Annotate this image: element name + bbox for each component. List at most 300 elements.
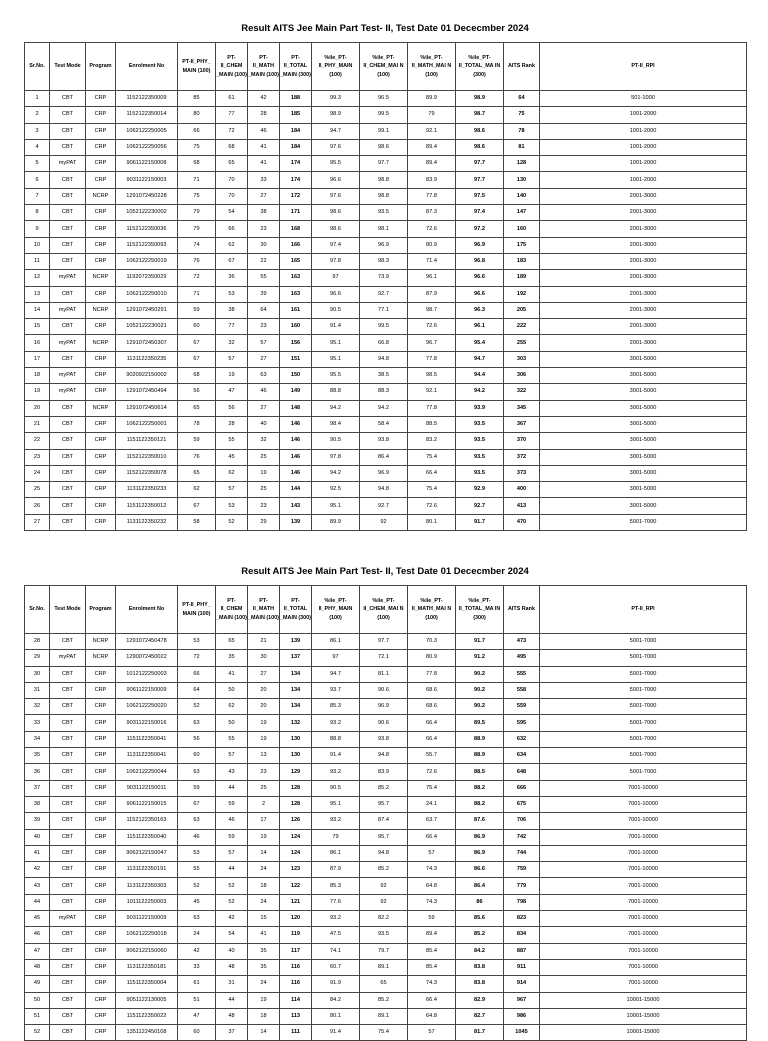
cell-phy-percentile: 91.4	[312, 748, 360, 764]
cell-phy-main: 67	[178, 335, 216, 351]
cell-total-main: 128	[280, 780, 312, 796]
cell-program: CRP	[86, 449, 116, 465]
cell-phy-percentile: 97	[312, 270, 360, 286]
cell-chem-main: 52	[216, 894, 248, 910]
header-math-main: PT- II_MATH _MAIN (100)	[248, 586, 280, 634]
header-chem-percentile: %ile_PT- II_CHEM_MAI N (100)	[360, 586, 408, 634]
cell-math-main: 23	[248, 319, 280, 335]
cell-phy-percentile: 94.2	[312, 400, 360, 416]
cell-rpi: 5001-7000	[540, 634, 747, 650]
cell-total-main: 174	[280, 172, 312, 188]
cell-aits-rank: 192	[504, 286, 540, 302]
cell-math-main: 35	[248, 943, 280, 959]
cell-total-main: 117	[280, 943, 312, 959]
cell-chem-main: 50	[216, 682, 248, 698]
cell-sr-no: 12	[25, 270, 50, 286]
cell-total-percentile: 82.7	[456, 1008, 504, 1024]
cell-phy-main: 79	[178, 221, 216, 237]
cell-math-main: 24	[248, 894, 280, 910]
cell-chem-percentile: 99.1	[360, 123, 408, 139]
cell-rpi: 5001-7000	[540, 715, 747, 731]
cell-program: CRP	[86, 416, 116, 432]
header-phy-percentile: %ile_PT- II_PHY_MAIN (100)	[312, 43, 360, 91]
cell-phy-percentile: 90.5	[312, 302, 360, 318]
cell-math-main: 14	[248, 1025, 280, 1041]
cell-aits-rank: 744	[504, 845, 540, 861]
cell-test-mode: CBT	[50, 699, 86, 715]
cell-program: CRP	[86, 123, 116, 139]
cell-total-percentile: 87.6	[456, 813, 504, 829]
cell-aits-rank: 175	[504, 237, 540, 253]
cell-phy-main: 79	[178, 205, 216, 221]
cell-total-percentile: 96.6	[456, 270, 504, 286]
header-chem-main: PT- II_CHEM _MAIN (100)	[216, 43, 248, 91]
cell-chem-percentile: 98.8	[360, 172, 408, 188]
cell-phy-percentile: 93.2	[312, 764, 360, 780]
cell-total-percentile: 84.2	[456, 943, 504, 959]
cell-math-percentile: 87.3	[408, 205, 456, 221]
cell-phy-main: 24	[178, 927, 216, 943]
cell-total-percentile: 91.2	[456, 650, 504, 666]
table-row	[25, 780, 747, 796]
cell-phy-percentile: 98.6	[312, 221, 360, 237]
cell-enrolment-no: 1011122250003	[116, 894, 178, 910]
cell-program: CRP	[86, 384, 116, 400]
cell-test-mode: CBT	[50, 107, 86, 123]
cell-math-percentile: 63.7	[408, 813, 456, 829]
cell-sr-no: 38	[25, 796, 50, 812]
cell-total-percentile: 96.1	[456, 319, 504, 335]
header-test-mode: Test Mode	[50, 586, 86, 634]
cell-total-percentile: 94.4	[456, 368, 504, 384]
cell-phy-main: 76	[178, 253, 216, 269]
cell-chem-main: 72	[216, 123, 248, 139]
cell-chem-main: 32	[216, 335, 248, 351]
cell-math-percentile: 66.4	[408, 992, 456, 1008]
cell-total-percentile: 88.2	[456, 796, 504, 812]
cell-math-main: 30	[248, 237, 280, 253]
cell-chem-main: 59	[216, 829, 248, 845]
cell-test-mode: CBT	[50, 205, 86, 221]
cell-aits-rank: 887	[504, 943, 540, 959]
cell-math-percentile: 96.7	[408, 335, 456, 351]
cell-total-main: 132	[280, 715, 312, 731]
table-row	[25, 927, 747, 943]
cell-sr-no: 13	[25, 286, 50, 302]
cell-rpi: 10001-15000	[540, 1025, 747, 1041]
cell-math-main: 27	[248, 188, 280, 204]
cell-math-main: 35	[248, 959, 280, 975]
cell-sr-no: 3	[25, 123, 50, 139]
cell-phy-percentile: 88.8	[312, 731, 360, 747]
cell-sr-no: 43	[25, 878, 50, 894]
cell-phy-percentile: 91.9	[312, 976, 360, 992]
cell-chem-percentile: 93.5	[360, 927, 408, 943]
cell-chem-main: 65	[216, 156, 248, 172]
cell-test-mode: CBT	[50, 482, 86, 498]
table-row	[25, 221, 747, 237]
cell-math-percentile: 98.5	[408, 368, 456, 384]
cell-phy-main: 62	[178, 482, 216, 498]
cell-enrolment-no: 1151122350022	[116, 1008, 178, 1024]
table-row	[25, 699, 747, 715]
cell-phy-percentile: 86.1	[312, 845, 360, 861]
cell-chem-main: 52	[216, 878, 248, 894]
cell-chem-percentile: 82.2	[360, 911, 408, 927]
cell-math-percentile: 80.9	[408, 650, 456, 666]
cell-total-percentile: 90.2	[456, 682, 504, 698]
table-row	[25, 764, 747, 780]
cell-sr-no: 9	[25, 221, 50, 237]
cell-math-percentile: 71.4	[408, 253, 456, 269]
cell-math-main: 39	[248, 286, 280, 302]
cell-phy-percentile: 94.7	[312, 123, 360, 139]
table-row	[25, 139, 747, 155]
cell-rpi: 5001-7000	[540, 514, 747, 530]
cell-phy-percentile: 97.8	[312, 449, 360, 465]
cell-rpi: 5001-7000	[540, 731, 747, 747]
cell-phy-main: 60	[178, 1025, 216, 1041]
cell-phy-main: 66	[178, 666, 216, 682]
cell-sr-no: 34	[25, 731, 50, 747]
cell-phy-percentile: 91.4	[312, 319, 360, 335]
cell-program: CRP	[86, 748, 116, 764]
cell-chem-percentile: 38.5	[360, 368, 408, 384]
cell-chem-percentile: 95.7	[360, 796, 408, 812]
cell-sr-no: 41	[25, 845, 50, 861]
cell-total-percentile: 86	[456, 894, 504, 910]
cell-aits-rank: 595	[504, 715, 540, 731]
result-section-1	[24, 20, 746, 531]
cell-total-main: 139	[280, 634, 312, 650]
cell-aits-rank: 373	[504, 465, 540, 481]
cell-math-main: 2	[248, 796, 280, 812]
cell-program: CRP	[86, 829, 116, 845]
cell-phy-percentile: 80.1	[312, 1008, 360, 1024]
header-total-main: PT- II_TOTAL _MAIN (300)	[280, 586, 312, 634]
cell-enrolment-no: 9031122150003	[116, 172, 178, 188]
cell-chem-percentile: 85.2	[360, 992, 408, 1008]
cell-total-percentile: 83.8	[456, 959, 504, 975]
cell-math-main: 55	[248, 270, 280, 286]
cell-phy-percentile: 93.7	[312, 682, 360, 698]
cell-aits-rank: 147	[504, 205, 540, 221]
cell-phy-percentile: 95.1	[312, 351, 360, 367]
cell-enrolment-no: 1192072350029	[116, 270, 178, 286]
cell-phy-main: 67	[178, 796, 216, 812]
cell-enrolment-no: 1152122350009	[116, 91, 178, 107]
cell-phy-percentile: 85.3	[312, 699, 360, 715]
cell-rpi: 5001-7000	[540, 748, 747, 764]
table-row	[25, 91, 747, 107]
cell-total-main: 146	[280, 416, 312, 432]
cell-chem-main: 31	[216, 976, 248, 992]
cell-total-percentile: 86.4	[456, 878, 504, 894]
cell-total-main: 134	[280, 666, 312, 682]
cell-sr-no: 24	[25, 465, 50, 481]
cell-total-main: 146	[280, 465, 312, 481]
cell-sr-no: 29	[25, 650, 50, 666]
cell-math-percentile: 66.4	[408, 731, 456, 747]
cell-aits-rank: 78	[504, 123, 540, 139]
cell-enrolment-no: 9061122150015	[116, 796, 178, 812]
cell-math-main: 42	[248, 91, 280, 107]
header-phy-main: PT-II_PHY_ MAIN (100)	[178, 43, 216, 91]
cell-phy-percentile: 96.6	[312, 286, 360, 302]
cell-math-main: 41	[248, 139, 280, 155]
cell-phy-main: 55	[178, 862, 216, 878]
cell-rpi: 2001-3000	[540, 270, 747, 286]
cell-total-main: 139	[280, 514, 312, 530]
cell-phy-main: 60	[178, 748, 216, 764]
cell-math-main: 57	[248, 335, 280, 351]
cell-chem-main: 77	[216, 107, 248, 123]
cell-math-main: 41	[248, 927, 280, 943]
cell-program: CRP	[86, 498, 116, 514]
cell-total-percentile: 83.8	[456, 976, 504, 992]
cell-rpi: 5001-7000	[540, 666, 747, 682]
cell-phy-main: 59	[178, 780, 216, 796]
cell-program: CRP	[86, 253, 116, 269]
cell-phy-main: 63	[178, 911, 216, 927]
cell-enrolment-no: 1152122350010	[116, 449, 178, 465]
header-program: Program	[86, 586, 116, 634]
table-row	[25, 286, 747, 302]
cell-math-percentile: 72.6	[408, 764, 456, 780]
cell-total-main: 113	[280, 1008, 312, 1024]
cell-chem-percentile: 65	[360, 976, 408, 992]
cell-total-main: 163	[280, 270, 312, 286]
cell-total-percentile: 97.2	[456, 221, 504, 237]
cell-test-mode: CBT	[50, 498, 86, 514]
cell-phy-percentile: 98.6	[312, 205, 360, 221]
cell-aits-rank: 183	[504, 253, 540, 269]
cell-math-main: 19	[248, 992, 280, 1008]
cell-math-percentile: 66.4	[408, 715, 456, 731]
cell-enrolment-no: 1351122450108	[116, 1025, 178, 1041]
table-row	[25, 959, 747, 975]
cell-math-percentile: 66.4	[408, 465, 456, 481]
cell-math-main: 17	[248, 813, 280, 829]
cell-math-percentile: 89.4	[408, 139, 456, 155]
cell-enrolment-no: 9051122130005	[116, 992, 178, 1008]
cell-program: CRP	[86, 959, 116, 975]
cell-math-main: 22	[248, 253, 280, 269]
cell-rpi: 7001-10000	[540, 976, 747, 992]
cell-phy-main: 85	[178, 91, 216, 107]
cell-test-mode: CBT	[50, 237, 86, 253]
cell-test-mode: CBT	[50, 682, 86, 698]
cell-sr-no: 49	[25, 976, 50, 992]
cell-sr-no: 33	[25, 715, 50, 731]
cell-chem-percentile: 88.3	[360, 384, 408, 400]
cell-program: CRP	[86, 433, 116, 449]
cell-chem-main: 44	[216, 992, 248, 1008]
cell-chem-percentile: 89.1	[360, 959, 408, 975]
cell-chem-percentile: 96.9	[360, 465, 408, 481]
cell-phy-percentile: 84.2	[312, 992, 360, 1008]
cell-enrolment-no: 1152122350014	[116, 107, 178, 123]
cell-test-mode: CBT	[50, 465, 86, 481]
table-row	[25, 188, 747, 204]
cell-math-main: 29	[248, 514, 280, 530]
cell-math-percentile: 89.9	[408, 91, 456, 107]
cell-enrolment-no: 9061122150009	[116, 682, 178, 698]
cell-chem-main: 53	[216, 498, 248, 514]
cell-test-mode: CBT	[50, 514, 86, 530]
cell-test-mode: CBT	[50, 221, 86, 237]
cell-phy-main: 80	[178, 107, 216, 123]
cell-phy-percentile: 96.6	[312, 172, 360, 188]
cell-test-mode: CBT	[50, 449, 86, 465]
table-row	[25, 911, 747, 927]
table-row	[25, 976, 747, 992]
cell-total-main: 121	[280, 894, 312, 910]
cell-rpi: 7001-10000	[540, 780, 747, 796]
cell-enrolment-no: 1062122250001	[116, 416, 178, 432]
cell-phy-percentile: 98.9	[312, 107, 360, 123]
cell-phy-main: 72	[178, 650, 216, 666]
cell-phy-percentile: 98.4	[312, 416, 360, 432]
cell-enrolment-no: 1291072450228	[116, 188, 178, 204]
cell-sr-no: 27	[25, 514, 50, 530]
cell-total-percentile: 88.9	[456, 731, 504, 747]
cell-math-main: 19	[248, 465, 280, 481]
cell-total-percentile: 96.3	[456, 302, 504, 318]
table-row	[25, 335, 747, 351]
cell-enrolment-no: 1152122350036	[116, 221, 178, 237]
cell-math-percentile: 96.1	[408, 270, 456, 286]
cell-chem-main: 67	[216, 253, 248, 269]
cell-sr-no: 31	[25, 682, 50, 698]
cell-aits-rank: 967	[504, 992, 540, 1008]
cell-total-percentile: 93.5	[456, 465, 504, 481]
cell-chem-percentile: 73.9	[360, 270, 408, 286]
cell-rpi: 5001-7000	[540, 699, 747, 715]
cell-total-percentile: 88.9	[456, 748, 504, 764]
cell-aits-rank: 255	[504, 335, 540, 351]
table-row	[25, 107, 747, 123]
cell-phy-percentile: 85.3	[312, 878, 360, 894]
cell-program: CRP	[86, 764, 116, 780]
cell-phy-percentile: 79	[312, 829, 360, 845]
cell-total-main: 184	[280, 139, 312, 155]
cell-math-percentile: 75.4	[408, 449, 456, 465]
cell-chem-main: 55	[216, 433, 248, 449]
table-row	[25, 829, 747, 845]
header-aits-rank: AITS Rank	[504, 586, 540, 634]
table-row	[25, 384, 747, 400]
cell-chem-main: 70	[216, 188, 248, 204]
cell-program: CRP	[86, 482, 116, 498]
cell-chem-main: 62	[216, 699, 248, 715]
cell-sr-no: 18	[25, 368, 50, 384]
cell-total-main: 151	[280, 351, 312, 367]
cell-chem-percentile: 92.7	[360, 286, 408, 302]
cell-phy-main: 45	[178, 894, 216, 910]
cell-rpi: 5001-7000	[540, 650, 747, 666]
cell-chem-percentile: 72.1	[360, 650, 408, 666]
table-header-row	[25, 586, 747, 634]
cell-program: CRP	[86, 911, 116, 927]
cell-sr-no: 1	[25, 91, 50, 107]
cell-aits-rank: 222	[504, 319, 540, 335]
cell-total-percentile: 88.5	[456, 764, 504, 780]
cell-rpi: 3001-5000	[540, 384, 747, 400]
cell-total-percentile: 89.5	[456, 715, 504, 731]
cell-total-percentile: 93.9	[456, 400, 504, 416]
cell-enrolment-no: 9062122150060	[116, 943, 178, 959]
cell-aits-rank: 306	[504, 368, 540, 384]
cell-rpi: 3001-5000	[540, 368, 747, 384]
table-row	[25, 433, 747, 449]
cell-sr-no: 47	[25, 943, 50, 959]
cell-rpi: 1001-2000	[540, 156, 747, 172]
cell-program: NCRP	[86, 335, 116, 351]
cell-math-percentile: 74.3	[408, 894, 456, 910]
cell-test-mode: CBT	[50, 796, 86, 812]
cell-program: CRP	[86, 813, 116, 829]
table-row	[25, 465, 747, 481]
cell-program: CRP	[86, 514, 116, 530]
cell-sr-no: 39	[25, 813, 50, 829]
cell-sr-no: 35	[25, 748, 50, 764]
cell-math-percentile: 24.1	[408, 796, 456, 812]
cell-test-mode: myPAT	[50, 368, 86, 384]
cell-test-mode: CBT	[50, 780, 86, 796]
table-row	[25, 172, 747, 188]
table-row	[25, 498, 747, 514]
cell-chem-percentile: 90.6	[360, 682, 408, 698]
cell-total-main: 130	[280, 731, 312, 747]
cell-phy-percentile: 90.5	[312, 780, 360, 796]
cell-math-percentile: 72.6	[408, 498, 456, 514]
cell-aits-rank: 470	[504, 514, 540, 530]
cell-chem-percentile: 92.7	[360, 498, 408, 514]
cell-chem-main: 57	[216, 845, 248, 861]
cell-sr-no: 30	[25, 666, 50, 682]
cell-program: CRP	[86, 319, 116, 335]
cell-rpi: 2001-3000	[540, 335, 747, 351]
cell-phy-main: 46	[178, 829, 216, 845]
cell-program: CRP	[86, 976, 116, 992]
cell-total-percentile: 85.2	[456, 927, 504, 943]
header-phy-main: PT-II_PHY_ MAIN (100)	[178, 586, 216, 634]
cell-total-percentile: 93.5	[456, 449, 504, 465]
cell-phy-percentile: 91.4	[312, 1025, 360, 1041]
cell-test-mode: CBT	[50, 715, 86, 731]
cell-phy-percentile: 89.9	[312, 514, 360, 530]
cell-sr-no: 15	[25, 319, 50, 335]
cell-total-main: 120	[280, 911, 312, 927]
cell-total-percentile: 93.5	[456, 433, 504, 449]
cell-phy-main: 63	[178, 764, 216, 780]
cell-math-main: 15	[248, 911, 280, 927]
cell-sr-no: 20	[25, 400, 50, 416]
cell-total-main: 188	[280, 91, 312, 107]
cell-chem-main: 59	[216, 796, 248, 812]
cell-total-main: 134	[280, 699, 312, 715]
cell-total-main: 143	[280, 498, 312, 514]
cell-chem-percentile: 58.4	[360, 416, 408, 432]
cell-phy-percentile: 74.1	[312, 943, 360, 959]
cell-chem-percentile: 93.8	[360, 731, 408, 747]
cell-test-mode: CBT	[50, 188, 86, 204]
cell-phy-main: 75	[178, 188, 216, 204]
cell-phy-main: 47	[178, 1008, 216, 1024]
table-row	[25, 715, 747, 731]
cell-enrolment-no: 1291072450494	[116, 384, 178, 400]
